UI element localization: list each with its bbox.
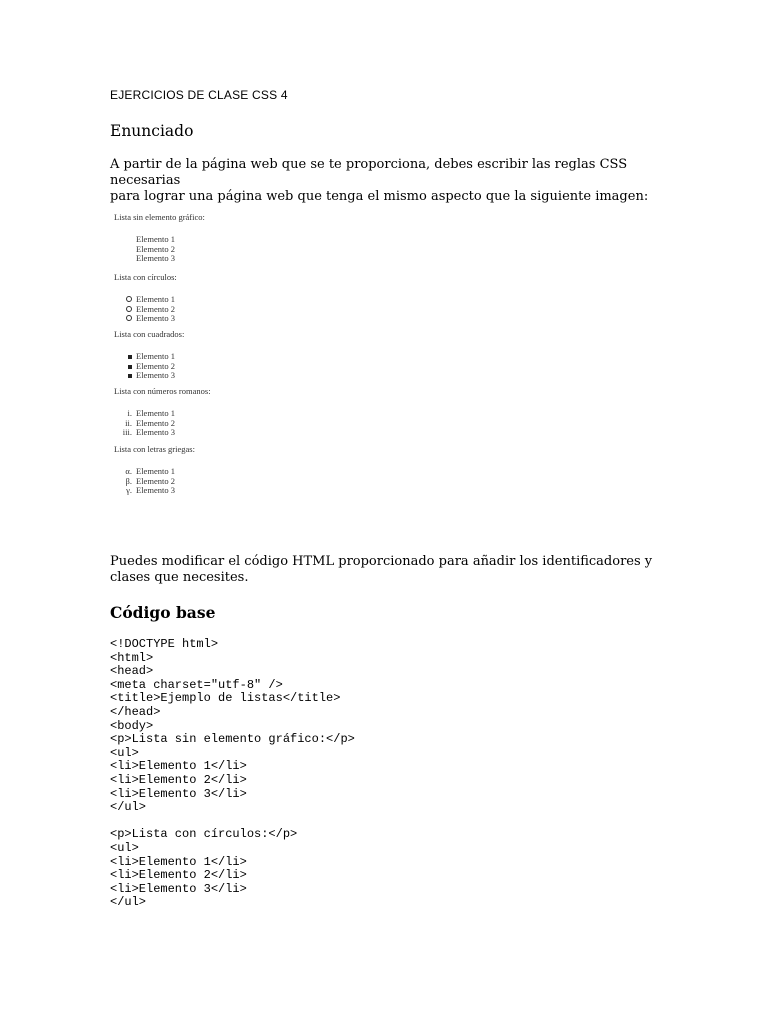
intro-line: A partir de la página web que se te proporciona, debes escribir las reglas CSS necesarias — [110, 157, 628, 188]
section-title-enunciado: Enunciado — [110, 122, 194, 140]
figure-list-item: Elemento 1 — [136, 294, 175, 304]
code-line: <li>Elemento 1</li> — [110, 759, 247, 774]
figure-list-item: Elemento 2 — [136, 360, 175, 371]
figure-list-title: Lista sin elemento gráfico: — [114, 212, 205, 222]
square-bullet-icon — [128, 355, 132, 359]
figure-list-item: Elemento 2 — [136, 303, 175, 314]
code-line: <li>Elemento 2</li> — [110, 772, 247, 787]
figure-list-item: Elemento 1 — [136, 234, 175, 244]
modify-line: Puedes modificar el código HTML proporcionado para añadir los identificadores y — [110, 554, 653, 569]
figure-list-item: Elemento 3 — [136, 485, 175, 495]
code-line: <ul> — [110, 840, 139, 855]
code-line: </ul> — [110, 895, 147, 910]
figure-list-title: Lista con cuadrados: — [114, 329, 185, 339]
code-line: <ul> — [110, 745, 139, 760]
circle-bullet-icon — [126, 296, 132, 302]
modify-line: clases que necesites. — [110, 570, 249, 585]
figure-list-title: Lista con círculos: — [114, 272, 177, 282]
code-line: </ul> — [110, 800, 147, 815]
code-line: <meta charset="utf-8" /> — [110, 677, 283, 692]
figure-list-item: Elemento 1 — [136, 351, 175, 361]
figure-list-marker — [116, 304, 132, 314]
code-line: </head> — [110, 704, 161, 719]
circle-bullet-icon — [126, 315, 132, 321]
code-line: <html> — [110, 650, 154, 665]
figure-list-item: Elemento 3 — [136, 313, 175, 323]
figure-list-marker: i. — [127, 408, 132, 418]
example-lists-figure — [114, 212, 314, 497]
code-line: <li>Elemento 3</li> — [110, 786, 247, 801]
code-line: <!DOCTYPE html> — [110, 637, 219, 651]
figure-list-title: Lista con letras griegas: — [114, 444, 195, 454]
figure-list-item: Elemento 3 — [136, 370, 175, 380]
figure-list-marker — [116, 313, 132, 323]
figure-list-marker — [116, 351, 132, 361]
figure-list-marker: α. — [125, 466, 132, 476]
figure-list-item: Elemento 1 — [136, 466, 175, 476]
code-line — [110, 815, 355, 829]
circle-bullet-icon — [126, 306, 132, 312]
code-line: <body> — [110, 718, 154, 733]
figure-list-marker: γ. — [126, 485, 132, 495]
intro-line: para lograr una página web que tenga el mismo aspecto que la siguiente imagen: — [110, 189, 649, 204]
figure-list-item: Elemento 2 — [136, 243, 175, 254]
figure-list-marker — [116, 370, 132, 380]
figure-list-marker: β. — [125, 475, 132, 486]
square-bullet-icon — [128, 374, 132, 378]
intro-paragraph — [110, 157, 670, 205]
code-line: <p>Lista sin elemento gráfico:</p> — [110, 732, 355, 747]
figure-list-item: Elemento 2 — [136, 417, 175, 428]
code-line: <li>Elemento 1</li> — [110, 854, 247, 869]
figure-list-title: Lista con números romanos: — [114, 386, 211, 396]
code-line: <li>Elemento 2</li> — [110, 868, 247, 883]
square-bullet-icon — [128, 365, 132, 369]
code-block — [110, 638, 355, 910]
code-line: <head> — [110, 664, 154, 679]
figure-list-marker: ii. — [125, 417, 132, 428]
code-line: <li>Elemento 3</li> — [110, 881, 247, 896]
code-line: <p>Lista con círculos:</p> — [110, 827, 298, 842]
figure-list-item: Elemento 3 — [136, 427, 175, 437]
section-title-codigo-base: Código base — [110, 603, 216, 622]
figure-list-item: Elemento 1 — [136, 408, 175, 418]
document-header: EJERCICIOS DE CLASE CSS 4 — [110, 88, 288, 102]
code-line: <title>Ejemplo de listas</title> — [110, 691, 341, 706]
figure-list-item: Elemento 3 — [136, 253, 175, 263]
modify-paragraph — [110, 554, 670, 586]
figure-list-marker: iii. — [122, 427, 132, 437]
figure-list-item: Elemento 2 — [136, 475, 175, 486]
figure-list-marker — [116, 294, 132, 304]
figure-list-marker — [116, 361, 132, 371]
